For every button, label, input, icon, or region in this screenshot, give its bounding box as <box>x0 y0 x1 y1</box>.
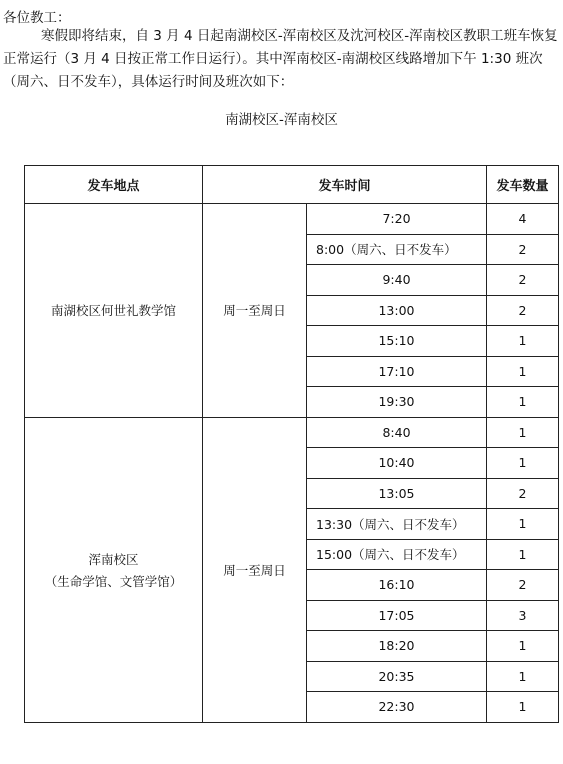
bus-count: 1 <box>487 692 559 723</box>
time-cell <box>307 600 487 631</box>
header-count: 发车数量 <box>487 166 559 204</box>
header-location: 发车地点 <box>25 166 203 204</box>
bus-count: 2 <box>487 265 559 296</box>
intro-paragraph: 寒假即将结束，自 3 月 4 日起南湖校区-浑南校区及沈河校区-浑南校区教职工班车恢复正常运行（3 月 4 日按正常工作日运行）。其中浑南校区-南湖校区线路增加下午 1:30 班次（周六、日不发车），具体运行时间及班次如下： <box>3 28 558 90</box>
bus-count: 2 <box>487 478 559 509</box>
bus-count: 1 <box>487 417 559 448</box>
bus-count: 1 <box>487 448 559 479</box>
departure-time: 16:10 <box>378 577 415 593</box>
departure-time: 13:30（周六、日不发车） <box>316 516 465 532</box>
departure-time: 18:20 <box>378 638 415 654</box>
time-cell <box>307 417 487 448</box>
bus-count: 1 <box>487 509 559 540</box>
header-time: 发车时间 <box>203 166 487 204</box>
location-name: 浑南校区 <box>88 551 139 567</box>
days-cell: 周一至周日 <box>203 417 307 722</box>
time-cell <box>307 661 487 692</box>
days-cell: 周一至周日 <box>203 204 307 418</box>
bus-count: 2 <box>487 570 559 601</box>
time-cell <box>307 478 487 509</box>
departure-time: 13:00 <box>378 302 415 318</box>
schedule-table <box>24 165 559 723</box>
departure-time: 22:30 <box>378 699 415 715</box>
departure-time: 17:05 <box>378 607 415 623</box>
location-cell <box>25 417 203 722</box>
bus-count: 3 <box>487 600 559 631</box>
departure-time: 10:40 <box>378 455 415 471</box>
time-cell <box>307 509 487 540</box>
bus-count: 1 <box>487 661 559 692</box>
bus-count: 4 <box>487 204 559 235</box>
bus-count: 1 <box>487 326 559 357</box>
departure-time: 8:00（周六、日不发车） <box>316 242 457 258</box>
location-sub: （生命学馆、文管学馆） <box>44 573 183 589</box>
departure-time: 8:40 <box>382 424 411 440</box>
time-cell <box>307 295 487 326</box>
time-cell <box>307 692 487 723</box>
time-cell <box>307 204 487 235</box>
departure-time: 9:40 <box>382 272 411 288</box>
location-name: 南湖校区何世礼教学馆 <box>50 303 176 319</box>
departure-time: 15:00（周六、日不发车） <box>316 547 465 563</box>
time-cell <box>307 387 487 418</box>
location-cell <box>25 204 203 418</box>
departure-time: 15:10 <box>378 333 415 349</box>
bus-count: 1 <box>487 387 559 418</box>
departure-time: 19:30 <box>378 394 415 410</box>
time-cell <box>307 570 487 601</box>
bus-count: 2 <box>487 234 559 265</box>
departure-time: 7:20 <box>382 211 411 227</box>
bus-count: 1 <box>487 356 559 387</box>
time-cell <box>307 265 487 296</box>
time-cell <box>307 539 487 570</box>
schedule-body <box>25 204 559 723</box>
table-row <box>25 204 559 235</box>
table-row <box>25 417 559 448</box>
time-cell <box>307 234 487 265</box>
time-cell <box>307 448 487 479</box>
time-cell <box>307 326 487 357</box>
departure-time: 20:35 <box>378 668 415 684</box>
time-cell <box>307 631 487 662</box>
time-cell <box>307 356 487 387</box>
bus-count: 1 <box>487 539 559 570</box>
bus-count: 2 <box>487 295 559 326</box>
departure-time: 13:05 <box>378 485 415 501</box>
bus-count: 1 <box>487 631 559 662</box>
greeting: 各位教工： <box>3 10 71 26</box>
route-title: 南湖校区-浑南校区 <box>225 112 338 128</box>
table-header-row <box>25 166 559 204</box>
departure-time: 17:10 <box>378 363 415 379</box>
